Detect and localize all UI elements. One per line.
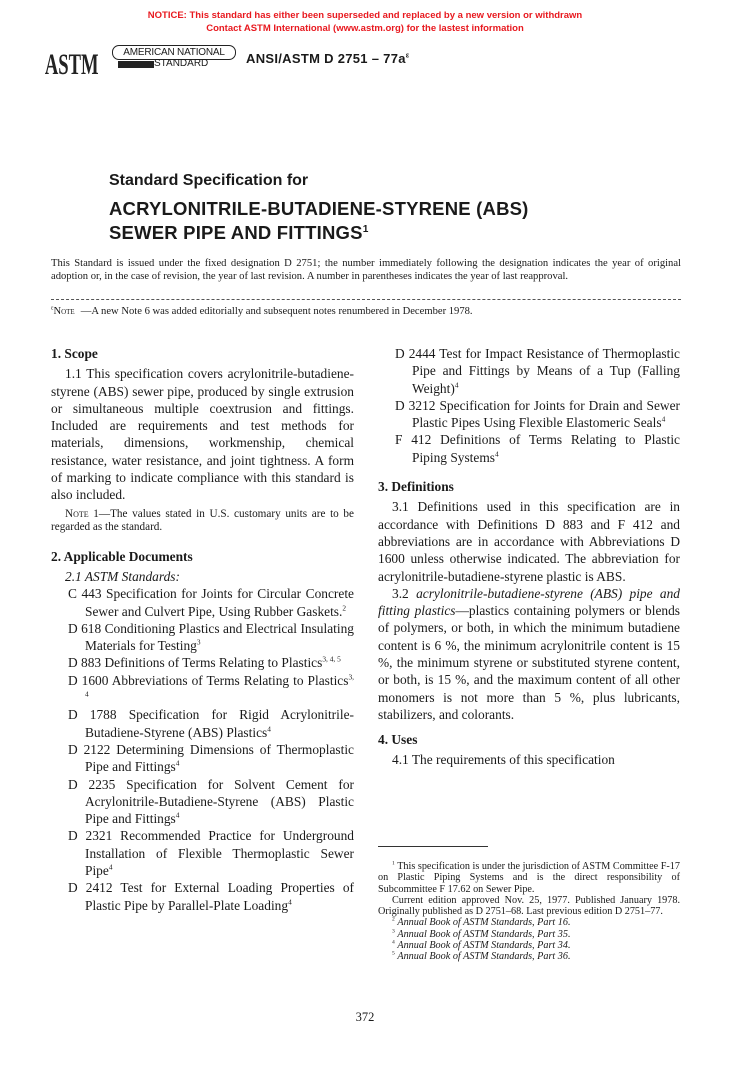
footnote-5-text: Annual Book of ASTM Standards, Part 36.: [397, 951, 571, 963]
designation-text: ANSI/ASTM D 2751 – 77a: [246, 51, 406, 66]
reference-text: D 2321 Recommended Practice for Underground Installation of Flexible Thermoplastic Sewer Pipe: [68, 828, 354, 879]
astm-standards-text: 2.1 ASTM Standards:: [65, 568, 180, 584]
reference-sup: 4: [267, 724, 271, 734]
uses-paragraph: 4.1 The requirements of this specification: [392, 751, 615, 767]
title-line-1: ACRYLONITRILE-BUTADIENE-STYRENE (ABS): [109, 198, 529, 219]
note-1: [51, 508, 354, 534]
standard-designation: [246, 51, 409, 66]
reference-text: D 1600 Abbreviations of Terms Relating to Plastics: [68, 672, 349, 688]
reference-text: D 2122 Determining Dimensions of Thermoplastic Pipe and Fittings: [68, 741, 354, 775]
reference-item: [68, 672, 354, 707]
title-line-2: [109, 222, 369, 244]
reference-item: [68, 741, 354, 776]
scope-paragraph: 1.1 This specification covers acrylonitrile-butadiene-styrene (ABS) sewer pipe, produced by single extrusion or simultaneous multiple coextrusion and fittings. Included are requirements and test methods for materials, dimensions, workmenship, chemical resistance, water resistance, and joint tightness. A form of marking to indicate compliance with this standard is also included.: [51, 366, 354, 503]
section-heading-definitions: 3. Definitions: [378, 479, 454, 495]
title-footnote-mark: 1: [362, 223, 369, 235]
reference-list-right: [378, 345, 680, 466]
reference-list-left: [51, 585, 354, 914]
page-number: 372: [355, 1010, 375, 1024]
editorial-note-text: —A new Note 6 was added editorially and subsequent notes renumbered in December 1978.: [80, 306, 473, 317]
reference-text: D 883 Definitions of Terms Relating to Plastics: [68, 655, 323, 671]
reference-item: [68, 585, 354, 620]
reference-sup: 4: [288, 897, 292, 907]
section-heading-documents: 2. Applicable Documents: [51, 548, 193, 564]
left-column: [51, 345, 354, 914]
section-heading-uses: 4. Uses: [378, 732, 418, 748]
footnote-2-text: Annual Book of ASTM Standards, Part 16.: [397, 917, 571, 929]
notice-line-2: Contact ASTM International (www.astm.org) for the lastest information: [206, 23, 524, 34]
footnote-4: [378, 940, 680, 951]
reference-sup: 4: [494, 449, 499, 459]
withdrawal-notice: [0, 9, 730, 35]
dashed-divider: [51, 299, 681, 300]
reference-sup: 4: [108, 862, 113, 872]
footnote-rule: [378, 846, 488, 847]
reference-sup: 3, 4, 5: [322, 654, 341, 664]
definitions-p2-text: —plastics containing polymers or blends of polymers, or both, in which the minimum butadiene content is 6 %, the minimum acrylonitrile content is 15 %, the minimum styrene or substituted styrene content, or both, is 15 %, and the maximum content of all other monomers is not more than 5 %, plus lubricants, stabilizers, and colorants.: [378, 603, 680, 722]
reference-sup: 4: [175, 810, 180, 820]
note-1-text: 1—The values stated in U.S. customary units are to be regarded as the standard.: [51, 507, 354, 533]
reference-sup: 3: [196, 637, 201, 647]
reference-item: [68, 776, 354, 828]
ansi-badge-line-2: STANDARD: [154, 58, 209, 69]
reference-item: [395, 431, 680, 466]
reference-sup: 2: [342, 603, 347, 613]
footnote-mark: 1: [392, 860, 395, 867]
reference-item: [395, 345, 680, 397]
title-line-2-text: SEWER PIPE AND FITTINGS: [109, 222, 363, 243]
reference-item: [68, 654, 354, 671]
title-standard-for: Standard Specification for: [109, 172, 309, 189]
reference-sup: 4: [175, 758, 180, 768]
reference-text: D 618 Conditioning Plastics and Electrical Insulating Materials for Testing: [68, 620, 354, 654]
reference-sup: 4: [454, 380, 459, 390]
reference-text: D 2235 Specification for Solvent Cement for Acrylonitrile-Butadiene-Styrene (ABS) Plastic Pipe and Fittings: [68, 776, 354, 827]
reference-text: D 3212 Specification for Joints for Drain and Sewer Plastic Pipes Using Flexible Elastomeric Seals: [395, 397, 680, 431]
reference-item: [395, 397, 680, 432]
ansi-standard-badge: [112, 45, 236, 71]
reference-text: F 412 Definitions of Terms Relating to Plastic Piping Systems: [395, 432, 680, 465]
footnote-1b: Current edition approved Nov. 25, 1977. Published January 1978. Originally published as D 2751–68. Last previous edition D 2751–77.: [378, 894, 680, 918]
footnote-1-text: This specification is under the jurisdiction of ASTM Committee F-17 on Plastic Piping Systems and is the direct responsibility of Subcommittee F 17.62 on Sewer Pipe.: [378, 861, 680, 895]
ansi-badge-band: [118, 58, 230, 70]
reference-text: D 1788 Specification for Rigid Acrylonitrile-Butadiene-Styrene (ABS) Plastics: [68, 707, 354, 740]
reference-item: [68, 879, 354, 914]
editorial-note-label: Note: [53, 306, 75, 317]
footnote-mark: 5: [392, 950, 395, 957]
reference-sup: 4: [661, 414, 666, 424]
editorial-note: [51, 306, 473, 318]
footnote-mark: 3: [392, 928, 395, 935]
designation-sup: ε: [405, 51, 410, 60]
reference-sup: 3, 4: [85, 672, 354, 699]
definitions-paragraph-1: 3.1 Definitions used in this specification are in accordance with Definitions D 883 and F 412 and abbreviations are in accordance with Abbreviations D 1600 unless otherwise indicated. The abbreviation for acrylonitrile-butadiene-styrene plastic is ABS.: [378, 499, 680, 584]
section-heading-scope: 1. Scope: [51, 346, 98, 361]
ansi-badge-bar: [118, 61, 154, 68]
right-column: [378, 345, 680, 768]
definitions-p2-num: 3.2: [392, 585, 417, 601]
footnote-5: [378, 951, 680, 962]
astm-logo-text: ASTM: [44, 48, 99, 82]
footnote-2: [378, 917, 680, 928]
note-1-label: Note: [65, 507, 89, 520]
footnote-mark: 2: [392, 917, 395, 924]
footnote-mark: 4: [392, 939, 395, 946]
reference-text: C 443 Specification for Joints for Circular Concrete Sewer and Culvert Pipe, Using Rubber Gaskets.: [68, 586, 354, 619]
reference-item: [68, 827, 354, 879]
definitions-paragraph-2: [378, 585, 680, 723]
preamble: This Standard is issued under the fixed designation D 2751; the number immediately following the designation indicates the year of original adoption or, in the case of revision, the year of last revision. A number in parentheses indicates the year of last reapproval.: [51, 258, 681, 282]
astm-logo-icon: [44, 40, 99, 84]
ansi-badge-line-1: AMERICAN NATIONAL: [112, 45, 236, 60]
reference-text: D 2444 Test for Impact Resistance of Thermoplastic Pipe and Fittings by Means of a Tup (Falling Weight): [395, 346, 680, 396]
notice-line-1: NOTICE: This standard has either been superseded and replaced by a new version or withdrawn: [147, 10, 583, 21]
footnote-3: [378, 929, 680, 940]
reference-item: [68, 706, 354, 741]
astm-standards-label: [51, 568, 354, 585]
definitions-p2-term: acrylonitrile-butadiene-styrene (ABS) pipe and fitting plastics: [378, 585, 680, 619]
editorial-note-sup: ε: [51, 305, 54, 312]
reference-item: [68, 620, 354, 655]
footnotes: [378, 861, 680, 963]
footnote-3-text: Annual Book of ASTM Standards, Part 35.: [397, 928, 571, 940]
footnote-4-text: Annual Book of ASTM Standards, Part 34.: [397, 940, 571, 952]
reference-text: D 2412 Test for External Loading Properties of Plastic Pipe by Parallel-Plate Loading: [68, 880, 354, 913]
footnote-1: [378, 861, 680, 895]
